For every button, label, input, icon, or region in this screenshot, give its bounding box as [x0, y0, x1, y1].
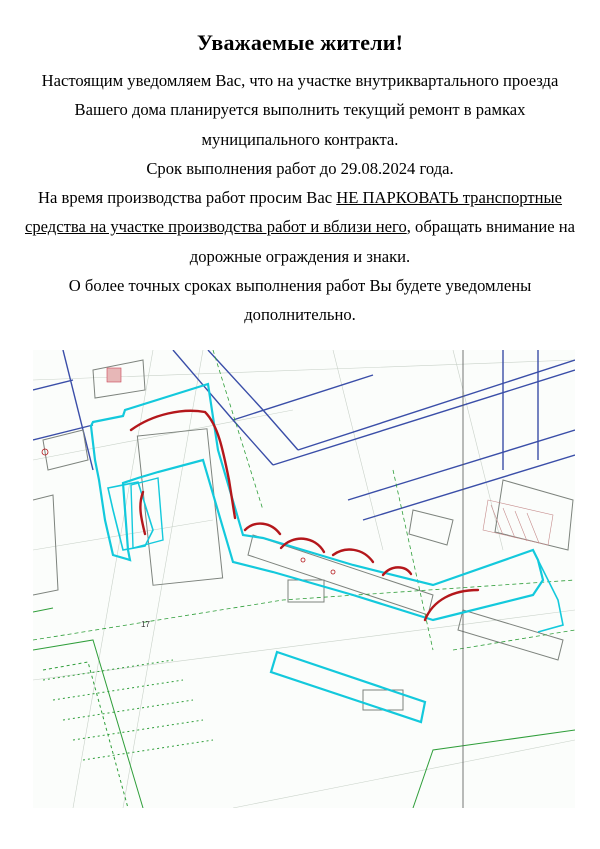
work-area-outline: [91, 384, 563, 722]
buildings: [33, 360, 573, 710]
plan-markers: [42, 449, 335, 574]
repair-lines: [131, 411, 478, 620]
site-plan-map: [33, 350, 575, 808]
notice-paragraph-deadline: Срок выполнения работ до 29.08.2024 года.: [146, 158, 454, 178]
site-plan-drawing: [33, 350, 575, 808]
parking-lead: На время производства работ просим Вас: [38, 188, 337, 208]
notice-paragraph-intro: Настоящим уведомляем Вас, что на участке внутриквартального проезда Вашего дома планируется выполнить текущий ремонт в рамках муниципального контракта.: [41, 71, 559, 149]
green-zone: [33, 608, 575, 808]
notice-title: Уважаемые жители!: [196, 30, 404, 55]
parking-warning: НЕ ПАРКОВАТЬ транспортные средства на участке производства работ и вблизи него: [24, 188, 562, 237]
notice-body: [20, 66, 580, 330]
parking-tail: , обращать внимание на дорожные ограждения и знаки.: [189, 217, 575, 266]
plan-number-label: 17: [141, 620, 150, 629]
notice-paragraph-followup: О более точных сроках выполнения работ Вы будете уведомлены дополнительно.: [68, 276, 532, 325]
notice-paragraph-parking: [20, 183, 580, 271]
